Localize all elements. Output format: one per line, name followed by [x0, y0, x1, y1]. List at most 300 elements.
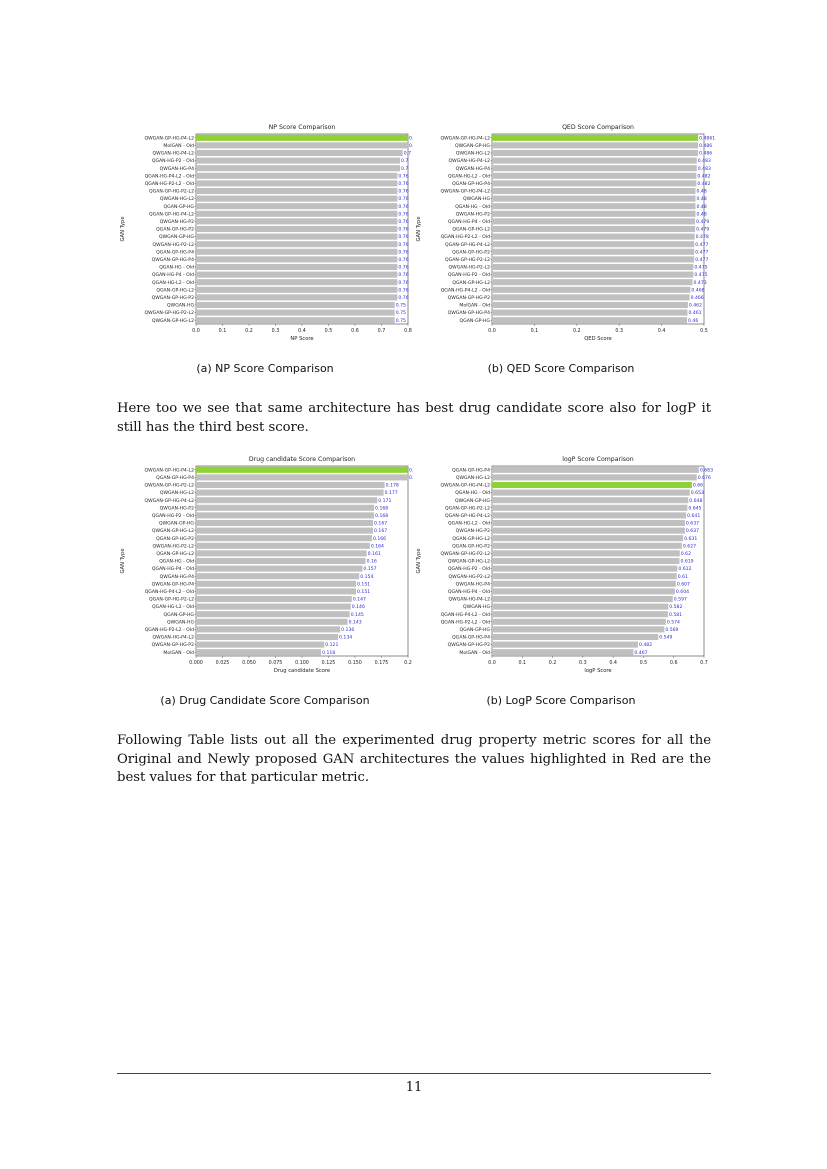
- bar: [196, 528, 373, 534]
- bar: [196, 226, 397, 232]
- bar: [196, 566, 362, 572]
- category-label: QGAN-GP-HG-P2: [156, 227, 194, 233]
- category-label: QWGAN-GP-HG-P4-L2: [144, 498, 194, 504]
- category-label: QGAN-HG-P4-L2 - Old: [440, 288, 490, 294]
- footer-rule: [117, 1073, 711, 1074]
- category-label: QWGAN-GP-HG-P4-L2: [144, 136, 194, 142]
- bar: [196, 158, 400, 164]
- category-label: QGAN-HG - Old: [455, 491, 490, 497]
- value-label: 0.619: [680, 559, 694, 565]
- bar: [492, 218, 695, 224]
- category-label: QGAN-GP-HG-L2: [452, 280, 490, 286]
- x-tick-label: 0.0: [192, 329, 200, 334]
- x-tick-label: 0.3: [615, 329, 624, 334]
- figure-caption-np: (a) NP Score Comparison: [196, 362, 334, 375]
- value-label: 0.581: [668, 612, 683, 618]
- category-label: QGAN-HG - Old: [455, 204, 490, 210]
- x-axis-label: QED Score: [584, 336, 612, 342]
- category-label: QWGAN-GP-HG-L2: [151, 529, 194, 535]
- category-label: MolGAN - Old: [163, 144, 194, 149]
- category-label: QGAN-HG-L2 - Old: [152, 280, 194, 286]
- category-label: QGAN-GP-HG-L2: [452, 536, 490, 542]
- value-label: 0.7: [401, 166, 409, 172]
- value-label: 0.637: [685, 521, 700, 527]
- bar: [196, 604, 351, 610]
- category-label: QGAN-HG-P4-L2 - Old: [440, 612, 490, 618]
- bar: [196, 649, 321, 655]
- logp-score-chart: [414, 450, 714, 680]
- bar: [196, 264, 397, 270]
- bar: [196, 505, 374, 511]
- value-label: 0.118: [322, 650, 336, 656]
- value-label: 0.645: [688, 506, 702, 512]
- bar: [492, 165, 697, 171]
- value-label: 0.482: [638, 643, 653, 649]
- bar: [492, 642, 638, 648]
- category-label: QGAN-GP-HG-P4-L2: [445, 514, 490, 519]
- value-label: 0.76: [398, 280, 409, 286]
- category-label: QWGAN-HG-P4: [159, 166, 194, 172]
- value-label: 0.: [409, 136, 414, 142]
- bar: [492, 272, 693, 278]
- value-label: 0.48: [696, 212, 707, 218]
- x-tick-label: 0.2: [572, 329, 581, 334]
- x-tick-label: 0.1: [518, 661, 527, 666]
- value-label: 0.143: [348, 620, 362, 626]
- bar: [492, 188, 696, 194]
- category-label: QWGAN-GP-HG-P2: [447, 643, 490, 649]
- bar: [196, 535, 372, 541]
- bar: [196, 619, 348, 625]
- x-tick-label: 0.7: [700, 661, 708, 666]
- bar: [492, 535, 683, 541]
- value-label: 0.478: [695, 235, 709, 241]
- x-tick-label: 0.0: [488, 661, 496, 666]
- category-label: QWGAN-GP-HG: [454, 498, 490, 504]
- value-label: 0.161: [367, 552, 381, 557]
- bar: [492, 158, 697, 164]
- category-label: QGAN-GP-HG-P4: [452, 635, 490, 641]
- value-label: 0.151: [357, 590, 371, 595]
- category-label: MolGAN - Old: [459, 650, 490, 656]
- category-label: QWGAN-HG-P4: [455, 582, 490, 588]
- chart-svg: [414, 450, 714, 680]
- figure-caption-logp: (b) LogP Score Comparison: [486, 694, 636, 707]
- category-label: QWGAN-HG-P4: [455, 166, 490, 172]
- value-label: 0.569: [665, 628, 679, 633]
- x-tick-label: 0.4: [298, 329, 306, 334]
- value-label: 0.157: [363, 567, 377, 573]
- category-label: QGAN-HG-P2-L2 - Old: [144, 628, 194, 633]
- bar: [196, 497, 377, 503]
- bar: [492, 467, 699, 473]
- value-label: 0.461: [688, 311, 702, 317]
- value-label: 0.76: [398, 265, 409, 271]
- bar: [492, 287, 690, 293]
- category-label: QWGAN-GP-HG: [158, 235, 194, 241]
- value-label: 0.147: [352, 597, 366, 603]
- x-tick-label: 0.1: [218, 329, 227, 334]
- value-label: 0.76: [398, 242, 409, 248]
- value-label: 0.145: [350, 612, 364, 618]
- x-tick-label: 0.100: [295, 661, 309, 666]
- category-label: QGAN-HG-L2 - Old: [152, 605, 194, 611]
- value-label: 0.76: [398, 273, 409, 279]
- value-label: 0.612: [678, 567, 692, 573]
- category-label: QWGAN-GP-HG-L2: [151, 318, 194, 324]
- x-axis-label: Drug candidate Score: [273, 668, 331, 674]
- category-label: QWGAN-GP-HG-P4: [151, 582, 194, 588]
- bar: [196, 558, 366, 564]
- x-tick-label: 0.5: [324, 329, 333, 334]
- value-label: 0.76: [398, 235, 409, 241]
- value-label: 0.151: [357, 582, 371, 588]
- value-label: 0.477: [695, 250, 709, 256]
- chart-title: logP Score Comparison: [562, 456, 634, 463]
- value-label: 0.48: [696, 204, 707, 210]
- bar: [492, 490, 690, 496]
- bar: [196, 249, 397, 255]
- chart-svg: [118, 118, 414, 348]
- bar: [196, 218, 397, 224]
- value-label: 0.486: [699, 144, 713, 149]
- bar: [492, 317, 687, 323]
- category-label: QWGAN-HG-P4-L2: [448, 597, 490, 603]
- value-label: 0.171: [378, 498, 392, 504]
- value-label: 0.627: [682, 544, 697, 550]
- bar: [196, 596, 352, 602]
- bar: [196, 272, 397, 278]
- category-label: QGAN-HG - Old: [159, 265, 194, 271]
- category-label: QGAN-HG-P4 - Old: [151, 273, 194, 279]
- value-label: 0.477: [695, 242, 709, 248]
- bar: [492, 234, 695, 240]
- category-label: QWGAN-GP-HG-P4-L2: [440, 483, 490, 489]
- category-label: QGAN-HG-P4-L2 - Old: [144, 174, 194, 180]
- bar: [492, 528, 685, 534]
- bar: [196, 196, 397, 202]
- bar: [492, 505, 687, 511]
- category-label: QGAN-HG-P2 - Old: [447, 273, 490, 279]
- category-label: QWGAN-GP-HG: [158, 521, 194, 527]
- np-score-chart: [118, 118, 414, 348]
- bar: [196, 626, 340, 632]
- category-label: QWGAN-HG-P4-L2: [448, 159, 490, 165]
- category-label: QWGAN-GP-HG-P4-L2: [440, 189, 490, 195]
- value-label: 0.482: [697, 174, 711, 180]
- bar: [196, 165, 400, 171]
- category-label: QGAN-GP-HG-P4: [156, 476, 194, 481]
- value-label: 0.76: [398, 189, 409, 195]
- category-label: QWGAN-HG-L2: [159, 197, 194, 203]
- bar: [196, 550, 367, 556]
- category-label: QWGAN-GP-HG-P4: [151, 258, 194, 263]
- category-label: QGAN-HG-L2 - Old: [448, 174, 490, 180]
- category-label: QGAN-GP-HG-L2: [452, 227, 490, 233]
- category-label: QWGAN-HG-P2: [455, 529, 490, 535]
- category-label: QWGAN-GP-HG-P2: [151, 643, 194, 649]
- category-label: QGAN-HG-P2 - Old: [447, 567, 490, 573]
- x-tick-label: 0.4: [609, 661, 617, 666]
- value-label: 0.676: [697, 476, 711, 481]
- value-label: 0.62: [680, 552, 692, 557]
- category-label: QGAN-GP-HG-P2: [452, 250, 490, 256]
- value-label: 0.121: [325, 643, 339, 649]
- chart-svg: [414, 118, 716, 348]
- bar: [492, 241, 694, 247]
- category-label: QGAN-GP-HG-P2-L2: [445, 506, 490, 512]
- value-label: 0.483: [697, 159, 711, 165]
- value-label: 0.648: [689, 498, 703, 504]
- value-label: 0.607: [676, 582, 690, 588]
- x-tick-label: 0.0: [488, 329, 496, 334]
- category-label: QWGAN-GP-HG-P4-L2: [440, 136, 490, 142]
- bar: [492, 543, 682, 549]
- bar: [492, 581, 676, 587]
- bar: [196, 188, 397, 194]
- x-axis-label: NP Score: [290, 336, 314, 342]
- x-tick-label: 0.7: [377, 329, 386, 334]
- bar: [492, 573, 677, 579]
- category-label: QGAN-HG-P4 - Old: [447, 590, 490, 595]
- category-label: QGAN-HG-P2 - Old: [151, 514, 194, 519]
- category-label: QGAN-GP-HG: [163, 204, 194, 210]
- bar: [196, 150, 403, 156]
- value-label: 0.177: [384, 491, 398, 497]
- category-label: QGAN-GP-HG-P4: [452, 182, 490, 187]
- bar: [492, 611, 668, 617]
- x-tick-label: 0.5: [639, 661, 648, 666]
- category-label: QGAN-GP-HG-P2-L2: [149, 597, 194, 603]
- bar: [196, 294, 397, 300]
- value-label: 0.76: [398, 174, 409, 180]
- value-label: 0.473: [693, 280, 707, 286]
- chart-title: QED Score Comparison: [562, 124, 634, 131]
- value-label: 0.48: [696, 197, 707, 203]
- x-tick-label: 0.8: [404, 329, 412, 334]
- bar: [196, 581, 356, 587]
- category-label: QGAN-GP-HG-P4: [156, 250, 194, 256]
- category-label: QWGAN-GP-HG-P2: [151, 296, 194, 301]
- bar: [196, 310, 395, 316]
- y-axis-label: GAN Type: [416, 216, 422, 242]
- bar: [196, 256, 397, 262]
- value-label: 0.76: [398, 204, 409, 210]
- y-axis-label: GAN Type: [416, 548, 422, 574]
- value-label: 0.683: [699, 468, 714, 474]
- category-label: QGAN-HG-P4-L2 - Old: [144, 590, 194, 595]
- value-label: 0.462: [688, 303, 703, 309]
- bar: [492, 180, 696, 186]
- category-label: QGAN-HG - Old: [159, 559, 194, 565]
- bar: [196, 302, 395, 308]
- bar: [492, 626, 664, 632]
- figure-caption-qed: (b) QED Score Comparison: [487, 362, 635, 375]
- bar: [196, 634, 338, 640]
- bar: [196, 279, 397, 285]
- value-label: 0.75: [395, 311, 406, 317]
- bar: [492, 211, 696, 217]
- bar: [196, 241, 397, 247]
- bar: [492, 619, 666, 625]
- value-label: 0.477: [695, 258, 709, 263]
- x-tick-label: 0.125: [321, 661, 336, 666]
- x-tick-label: 0.5: [700, 329, 708, 334]
- bar: [196, 317, 395, 323]
- bar: [196, 588, 356, 594]
- qed-score-chart: [414, 118, 716, 348]
- category-label: QWGAN-GP-HG: [454, 144, 490, 149]
- category-label: QWGAN-HG-P2: [455, 212, 490, 218]
- value-label: 0.479: [696, 220, 710, 225]
- category-label: QGAN-GP-HG-P4-L2: [445, 242, 490, 248]
- bar: [196, 543, 370, 549]
- category-label: QWGAN-HG-P4: [159, 574, 194, 580]
- value-label: 0.48: [696, 189, 707, 195]
- bar: [196, 482, 385, 488]
- bar: [492, 264, 693, 270]
- bar: [492, 142, 698, 148]
- value-label: 0.: [409, 144, 414, 149]
- x-tick-label: 0.2: [245, 329, 253, 334]
- value-label: 0.641: [687, 514, 701, 519]
- value-label: 0.631: [684, 536, 698, 542]
- value-label: 0.134: [339, 635, 353, 641]
- bar: [492, 649, 633, 655]
- category-label: QGAN-GP-HG-P2-L2: [445, 258, 490, 263]
- bar: [196, 234, 397, 240]
- x-tick-label: 0.025: [215, 661, 230, 666]
- category-label: QGAN-HG-L2 - Old: [448, 521, 490, 527]
- category-label: MolGAN - Old: [459, 303, 490, 309]
- category-label: QWGAN-GP-HG-P4: [447, 311, 490, 317]
- x-tick-label: 0.4: [657, 329, 666, 334]
- bar: [492, 150, 698, 156]
- bar: [196, 467, 408, 473]
- value-label: 0.76: [398, 227, 409, 233]
- x-tick-label: 0.3: [271, 329, 280, 334]
- bar: [492, 512, 686, 518]
- category-label: QWGAN-HG-P4-L2: [152, 151, 194, 157]
- category-label: QWGAN-GP-HG-P2-L2: [144, 311, 194, 317]
- x-tick-label: 0.3: [579, 661, 587, 666]
- category-label: QWGAN-HG-L2: [455, 476, 490, 481]
- bar: [196, 211, 397, 217]
- value-label: 0.76: [398, 212, 409, 218]
- value-label: 0.76: [398, 250, 409, 256]
- category-label: QWGAN-HG-P2-L2: [152, 242, 194, 248]
- category-label: QGAN-GP-HG-P2-L2: [149, 189, 194, 195]
- bar: [492, 634, 658, 640]
- value-label: 0.166: [372, 536, 387, 542]
- bar: [492, 226, 695, 232]
- value-label: 0.7: [401, 159, 409, 165]
- category-label: QWGAN-HG-P2-L2: [448, 574, 490, 580]
- category-label: QWGAN-GP-HG-P2-L2: [144, 483, 194, 489]
- value-label: 0.597: [673, 597, 687, 603]
- category-label: QWGAN-HG-P4-L2: [152, 635, 194, 641]
- bar: [492, 173, 696, 179]
- value-label: 0.75: [395, 303, 406, 309]
- bar: [492, 520, 685, 526]
- bar: [492, 558, 679, 564]
- bar: [196, 180, 397, 186]
- bar: [492, 279, 693, 285]
- value-label: 0.653: [690, 491, 704, 497]
- chart-title: NP Score Comparison: [268, 124, 336, 131]
- value-label: 0.167: [374, 521, 388, 527]
- x-tick-label: 0.6: [669, 661, 678, 666]
- category-label: QWGAN-HG: [167, 620, 194, 626]
- value-label: 0.4861: [699, 136, 716, 142]
- value-label: 0.146: [351, 605, 365, 611]
- value-label: 0.574: [666, 620, 680, 626]
- category-label: QWGAN-HG-L2: [455, 151, 490, 157]
- category-label: QGAN-GP-HG: [459, 628, 490, 633]
- category-label: QWGAN-HG: [463, 197, 490, 203]
- bar: [492, 497, 688, 503]
- category-label: QWGAN-GP-HG-P2-L2: [440, 552, 490, 557]
- chart-title: Drug candidate Score Comparison: [248, 456, 356, 463]
- value-label: 0.479: [696, 227, 710, 233]
- bar: [196, 611, 350, 617]
- bar: [196, 135, 408, 141]
- value-label: 0.582: [669, 605, 683, 611]
- bar: [492, 203, 696, 209]
- paragraph-table-intro: Following Table lists out all the experimented drug property metric scores for all the Original and Newly proposed GAN architectures the values highlighted in Red are the best values for that particular metric.: [117, 733, 711, 785]
- value-label: 0.76: [398, 197, 409, 203]
- value-label: 0.167: [374, 529, 388, 535]
- value-label: 0.61: [677, 574, 688, 580]
- bar: [196, 287, 397, 293]
- bar: [492, 294, 690, 300]
- drug-candidate-score-chart: [118, 450, 414, 680]
- value-label: 0.604: [675, 590, 690, 595]
- x-tick-label: 0.1: [530, 329, 539, 334]
- x-axis-label: logP Score: [584, 668, 612, 674]
- value-label: 0.466: [690, 296, 704, 301]
- value-label: 0.486: [699, 151, 713, 157]
- bar: [196, 573, 359, 579]
- category-label: QGAN-GP-HG-P4-L2: [149, 212, 194, 218]
- value-label: 0.482: [697, 182, 711, 187]
- bar: [196, 173, 397, 179]
- chart-svg: [118, 450, 414, 680]
- bar: [492, 135, 698, 141]
- x-tick-label: 0.050: [242, 661, 256, 666]
- bar: [196, 490, 384, 496]
- category-label: QGAN-HG-P4 - Old: [151, 567, 194, 573]
- category-label: QWGAN-HG-P2: [159, 506, 194, 512]
- value-label: 0.637: [685, 529, 700, 535]
- paragraph-logp-note: Here too we see that same architecture has best drug candidate score also for logP it still has the third best score.: [117, 401, 711, 435]
- value-label: 0.164: [370, 544, 384, 550]
- value-label: 0.76: [398, 288, 409, 294]
- category-label: QWGAN-HG: [167, 303, 194, 309]
- value-label: 0.549: [659, 635, 673, 641]
- bar: [492, 196, 696, 202]
- value-label: 0.467: [634, 650, 648, 656]
- category-label: QWGAN-HG-P2-L2: [448, 265, 490, 271]
- category-label: QGAN-GP-HG-L2: [156, 552, 194, 557]
- category-label: QGAN-GP-HG-L2: [156, 288, 194, 294]
- y-axis-label: GAN Type: [120, 548, 126, 574]
- value-label: 0.76: [398, 220, 409, 225]
- bar: [196, 474, 408, 480]
- value-label: 0.76: [398, 182, 409, 187]
- category-label: QGAN-HG-P2-L2 - Old: [440, 235, 490, 241]
- bar: [196, 642, 324, 648]
